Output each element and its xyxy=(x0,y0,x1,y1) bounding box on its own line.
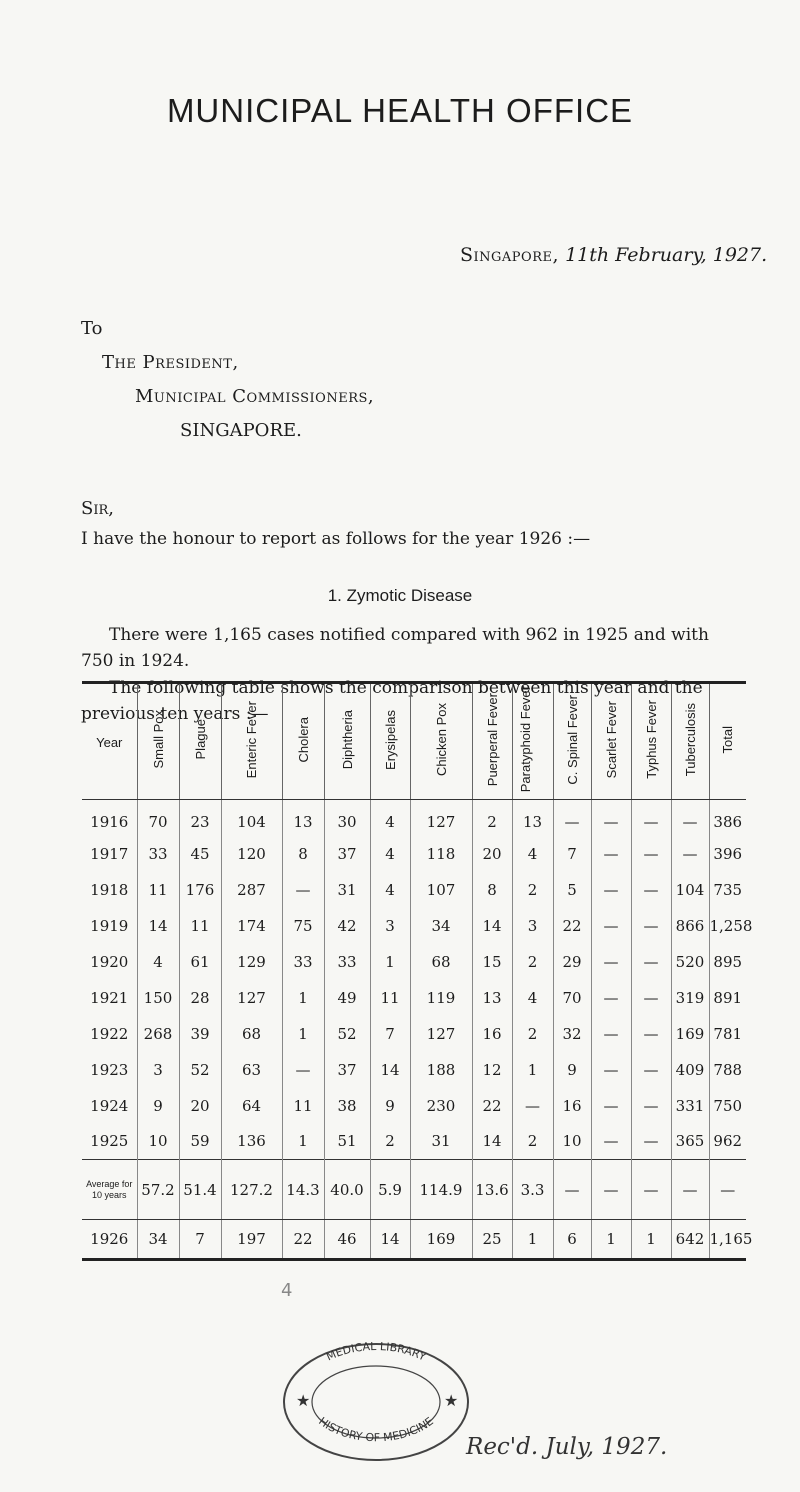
table-cell: 891 xyxy=(709,980,746,1016)
table-cell: — xyxy=(553,800,591,836)
table-cell: 9 xyxy=(553,1052,591,1088)
table-cell: 119 xyxy=(410,980,472,1016)
table-row xyxy=(82,944,746,980)
table-cell: 16 xyxy=(472,1016,512,1052)
table-row xyxy=(82,1016,746,1052)
table-cell: 188 xyxy=(410,1052,472,1088)
current-year-row xyxy=(82,1220,746,1260)
row-label-cell: 1919 xyxy=(90,916,129,935)
table-row xyxy=(82,980,746,1016)
table-cell: 895 xyxy=(709,944,746,980)
col-header-paratyphoid-fever: Paratyphoid Fever xyxy=(512,683,553,800)
table-cell: 2 xyxy=(512,872,553,908)
table-cell: 7 xyxy=(553,836,591,872)
table-cell: — xyxy=(591,944,631,980)
table-cell: 319 xyxy=(671,980,709,1016)
table-cell: 2 xyxy=(512,1124,553,1160)
row-label-cell: 1923 xyxy=(90,1060,129,1079)
table-cell: 49 xyxy=(324,980,370,1016)
table-cell: 29 xyxy=(553,944,591,980)
table-row xyxy=(82,1088,746,1124)
table-cell: 7 xyxy=(370,1016,410,1052)
page-title: MUNICIPAL HEALTH OFFICE xyxy=(166,92,634,129)
dateline-date: 11th February, 1927. xyxy=(565,244,768,266)
table-cell: 866 xyxy=(671,908,709,944)
table-cell: 127.2 xyxy=(221,1160,282,1220)
table-cell: 9 xyxy=(370,1088,410,1124)
table-row xyxy=(82,1052,746,1088)
table-cell: 15 xyxy=(472,944,512,980)
table-cell: — xyxy=(591,800,631,836)
row-label-cell: 1916 xyxy=(90,812,129,831)
table-cell: 4 xyxy=(512,980,553,1016)
table-row xyxy=(82,908,746,944)
table-cell: 735 xyxy=(709,872,746,908)
col-header-tuberculosis: Tuberculosis xyxy=(671,683,709,800)
table-cell: 22 xyxy=(472,1088,512,1124)
table-cell: 169 xyxy=(410,1220,472,1260)
table-cell: 2 xyxy=(512,1016,553,1052)
table-cell: — xyxy=(591,872,631,908)
table-cell: 174 xyxy=(221,908,282,944)
table-cell: 230 xyxy=(410,1088,472,1124)
table-cell: 104 xyxy=(671,872,709,908)
table-cell: 3 xyxy=(512,908,553,944)
address-line-3: SINGAPORE. xyxy=(180,420,302,441)
table-cell: 32 xyxy=(553,1016,591,1052)
intro-paragraph: I have the honour to report as follows for the year 1926 :— xyxy=(81,529,591,549)
table-cell: — xyxy=(591,1088,631,1124)
table-cell: 11 xyxy=(370,980,410,1016)
table-cell: 331 xyxy=(671,1088,709,1124)
table-cell: — xyxy=(631,1052,671,1088)
row-label-cell: 1925 xyxy=(90,1132,129,1151)
table-cell: 1 xyxy=(512,1220,553,1260)
table-cell: 4 xyxy=(137,944,179,980)
table-cell: — xyxy=(282,1052,324,1088)
row-label-cell: 1924 xyxy=(90,1096,129,1115)
table-cell: 197 xyxy=(221,1220,282,1260)
table-cell: 31 xyxy=(410,1124,472,1160)
table-body xyxy=(82,800,753,1260)
stamp-bottom-text: HISTORY OF MEDICINE xyxy=(316,1414,436,1445)
table-cell: 127 xyxy=(410,800,472,836)
table-cell: 33 xyxy=(324,944,370,980)
table-cell: 20 xyxy=(179,1088,221,1124)
table-cell: 1,165 xyxy=(709,1220,746,1260)
table-cell: 68 xyxy=(221,1016,282,1052)
table-cell: 136 xyxy=(221,1124,282,1160)
table-cell: 33 xyxy=(137,836,179,872)
table-cell: 1 xyxy=(282,1016,324,1052)
col-header-diphtheria: Diphtheria xyxy=(324,683,370,800)
stamp-star-icon: ★ xyxy=(296,1391,311,1410)
table-cell: 14 xyxy=(370,1220,410,1260)
table-cell: 114.9 xyxy=(410,1160,472,1220)
table-cell: 9 xyxy=(137,1088,179,1124)
table-cell: 1,258 xyxy=(709,908,746,944)
table-cell: 176 xyxy=(179,872,221,908)
table-cell: — xyxy=(671,1160,709,1220)
table-cell: — xyxy=(631,908,671,944)
table-cell: 37 xyxy=(324,836,370,872)
table-cell: 8 xyxy=(472,872,512,908)
table-cell: 12 xyxy=(472,1052,512,1088)
dateline-place: Singapore, xyxy=(460,244,560,266)
table-cell: 104 xyxy=(221,800,282,836)
col-header-typhus-fever: Typhus Fever xyxy=(631,683,671,800)
library-stamp xyxy=(256,1326,496,1466)
table-cell: 20 xyxy=(472,836,512,872)
table-cell: — xyxy=(631,836,671,872)
table-cell: 2 xyxy=(512,944,553,980)
section-title: 1. Zymotic Disease xyxy=(327,586,473,605)
table-cell: 23 xyxy=(179,800,221,836)
table-cell: — xyxy=(591,1160,631,1220)
table-cell: 127 xyxy=(410,1016,472,1052)
address-line-2: Municipal Commissioners, xyxy=(135,386,375,407)
table-cell: 39 xyxy=(179,1016,221,1052)
table-cell: 781 xyxy=(709,1016,746,1052)
col-header-chicken-pox: Chicken Pox xyxy=(410,683,472,800)
table-cell: 14 xyxy=(370,1052,410,1088)
table-cell: — xyxy=(631,944,671,980)
table-cell: 52 xyxy=(324,1016,370,1052)
col-header-plague: Plague xyxy=(179,683,221,800)
table-cell: 365 xyxy=(671,1124,709,1160)
disease-comparison-table xyxy=(82,681,753,1261)
col-header-erysipelas: Erysipelas xyxy=(370,683,410,800)
col-header-small-pox: Small Pox xyxy=(137,683,179,800)
table-cell: — xyxy=(671,836,709,872)
paragraph-cases: There were 1,165 cases notified compared with 962 in 1925 and with 750 in 1924. xyxy=(81,625,709,671)
table-cell: 68 xyxy=(410,944,472,980)
table-cell: 788 xyxy=(709,1052,746,1088)
table-cell: — xyxy=(591,980,631,1016)
table-cell: 386 xyxy=(709,800,746,836)
table-cell: 118 xyxy=(410,836,472,872)
table-cell: 2 xyxy=(370,1124,410,1160)
table-cell: 16 xyxy=(553,1088,591,1124)
col-header-scarlet-fever: Scarlet Fever xyxy=(591,683,631,800)
table-row xyxy=(82,872,746,908)
table-cell: 51 xyxy=(324,1124,370,1160)
table-cell: 4 xyxy=(370,872,410,908)
table-cell: 4 xyxy=(512,836,553,872)
table-cell: 11 xyxy=(179,908,221,944)
table-header-row xyxy=(82,683,746,800)
table-cell: — xyxy=(553,1160,591,1220)
table-cell: 40.0 xyxy=(324,1160,370,1220)
table-cell: 31 xyxy=(324,872,370,908)
table-cell: — xyxy=(631,980,671,1016)
table-cell: 61 xyxy=(179,944,221,980)
table-cell: 42 xyxy=(324,908,370,944)
col-header-year: Year xyxy=(82,683,137,800)
table-cell: 520 xyxy=(671,944,709,980)
table-cell: 11 xyxy=(282,1088,324,1124)
table-cell: 129 xyxy=(221,944,282,980)
table-cell: 107 xyxy=(410,872,472,908)
col-header-spinal-fever: C. Spinal Fever xyxy=(553,683,591,800)
table-cell: 46 xyxy=(324,1220,370,1260)
table-cell: 14 xyxy=(472,1124,512,1160)
table-cell: — xyxy=(631,872,671,908)
row-label-cell: 1917 xyxy=(90,844,129,863)
table-cell: 1 xyxy=(512,1052,553,1088)
table-cell: 13.6 xyxy=(472,1160,512,1220)
row-label-cell: 1922 xyxy=(90,1024,129,1043)
table-cell: 127 xyxy=(221,980,282,1016)
paragraph-comparison: The following table shows the comparison between this year and the previous ten years :— xyxy=(81,678,703,724)
table-cell: 3 xyxy=(370,908,410,944)
table-cell: 57.2 xyxy=(137,1160,179,1220)
table-cell: — xyxy=(512,1088,553,1124)
table-cell: 962 xyxy=(709,1124,746,1160)
salutation: Sir, xyxy=(81,498,114,519)
table-cell: 10 xyxy=(553,1124,591,1160)
table-cell: — xyxy=(591,1016,631,1052)
received-note: Rec'd. July, 1927. xyxy=(466,1434,668,1460)
table-cell: 10 xyxy=(137,1124,179,1160)
address-line-1: The President, xyxy=(102,352,239,373)
col-header-puerperal-fever: Puerperal Fever xyxy=(472,683,512,800)
table-cell: 64 xyxy=(221,1088,282,1124)
table-cell: — xyxy=(591,908,631,944)
table-cell: 11 xyxy=(137,872,179,908)
table-cell: 120 xyxy=(221,836,282,872)
table-cell: 268 xyxy=(137,1016,179,1052)
table-cell: — xyxy=(709,1160,746,1220)
col-header-total: Total xyxy=(709,683,746,800)
table-cell: 4 xyxy=(370,800,410,836)
table-cell: 70 xyxy=(137,800,179,836)
table-cell: 4 xyxy=(370,836,410,872)
table-cell: — xyxy=(591,1052,631,1088)
table-cell: — xyxy=(591,1124,631,1160)
table-cell: — xyxy=(591,836,631,872)
table-cell: 63 xyxy=(221,1052,282,1088)
table-cell: 3 xyxy=(137,1052,179,1088)
table-cell: — xyxy=(631,800,671,836)
table-cell: — xyxy=(631,1088,671,1124)
table-cell: 409 xyxy=(671,1052,709,1088)
table-cell: 1 xyxy=(370,944,410,980)
table-row xyxy=(82,800,746,836)
row-label-cell: 1926 xyxy=(82,1220,137,1260)
col-header-cholera: Cholera xyxy=(282,683,324,800)
table-cell: 7 xyxy=(179,1220,221,1260)
table-cell: 642 xyxy=(671,1220,709,1260)
table-cell: 396 xyxy=(709,836,746,872)
table-cell: 150 xyxy=(137,980,179,1016)
table-cell: 1 xyxy=(282,980,324,1016)
table-cell: 3.3 xyxy=(512,1160,553,1220)
table-cell: 287 xyxy=(221,872,282,908)
table-cell: — xyxy=(282,872,324,908)
table-cell: 34 xyxy=(410,908,472,944)
table-cell: 169 xyxy=(671,1016,709,1052)
table-cell: 2 xyxy=(472,800,512,836)
col-header-enteric-fever: Enteric Fever xyxy=(221,683,282,800)
table-cell: — xyxy=(631,1016,671,1052)
table-cell: 14 xyxy=(137,908,179,944)
table-cell: 28 xyxy=(179,980,221,1016)
stamp-star-icon: ★ xyxy=(444,1391,459,1410)
table-cell: — xyxy=(631,1160,671,1220)
table-cell: 5 xyxy=(553,872,591,908)
table-row xyxy=(82,836,746,872)
table-cell: 5.9 xyxy=(370,1160,410,1220)
table-cell: 1 xyxy=(282,1124,324,1160)
row-label-cell: 1918 xyxy=(90,880,129,899)
table-cell: 22 xyxy=(282,1220,324,1260)
table-cell: 75 xyxy=(282,908,324,944)
table-cell: 8 xyxy=(282,836,324,872)
dateline xyxy=(460,244,767,266)
table-cell: 30 xyxy=(324,800,370,836)
table-cell: 70 xyxy=(553,980,591,1016)
row-label-cell: 1920 xyxy=(90,952,129,971)
table-cell: 59 xyxy=(179,1124,221,1160)
table-cell: 13 xyxy=(282,800,324,836)
table-cell: 14.3 xyxy=(282,1160,324,1220)
table-cell: — xyxy=(671,800,709,836)
table-cell: 38 xyxy=(324,1088,370,1124)
table-cell: 34 xyxy=(137,1220,179,1260)
address-to: To xyxy=(81,318,103,339)
stamp-top-text: MEDICAL LIBRARY xyxy=(324,1339,428,1364)
table-cell: 1 xyxy=(591,1220,631,1260)
table-cell: 45 xyxy=(179,836,221,872)
row-label-cell: Average for 10 years xyxy=(82,1160,137,1220)
table-cell: 750 xyxy=(709,1088,746,1124)
table-cell: 51.4 xyxy=(179,1160,221,1220)
table-cell: 13 xyxy=(472,980,512,1016)
table-cell: 6 xyxy=(553,1220,591,1260)
pencil-mark: 4 xyxy=(281,1280,293,1301)
table-cell: 13 xyxy=(512,800,553,836)
average-row xyxy=(82,1160,746,1220)
table-row xyxy=(82,1124,746,1160)
table-cell: — xyxy=(631,1124,671,1160)
row-label-cell: 1921 xyxy=(90,988,129,1007)
table-cell: 52 xyxy=(179,1052,221,1088)
table-cell: 22 xyxy=(553,908,591,944)
table-cell: 33 xyxy=(282,944,324,980)
table-cell: 14 xyxy=(472,908,512,944)
table-cell: 1 xyxy=(631,1220,671,1260)
table-cell: 37 xyxy=(324,1052,370,1088)
table-cell: 25 xyxy=(472,1220,512,1260)
